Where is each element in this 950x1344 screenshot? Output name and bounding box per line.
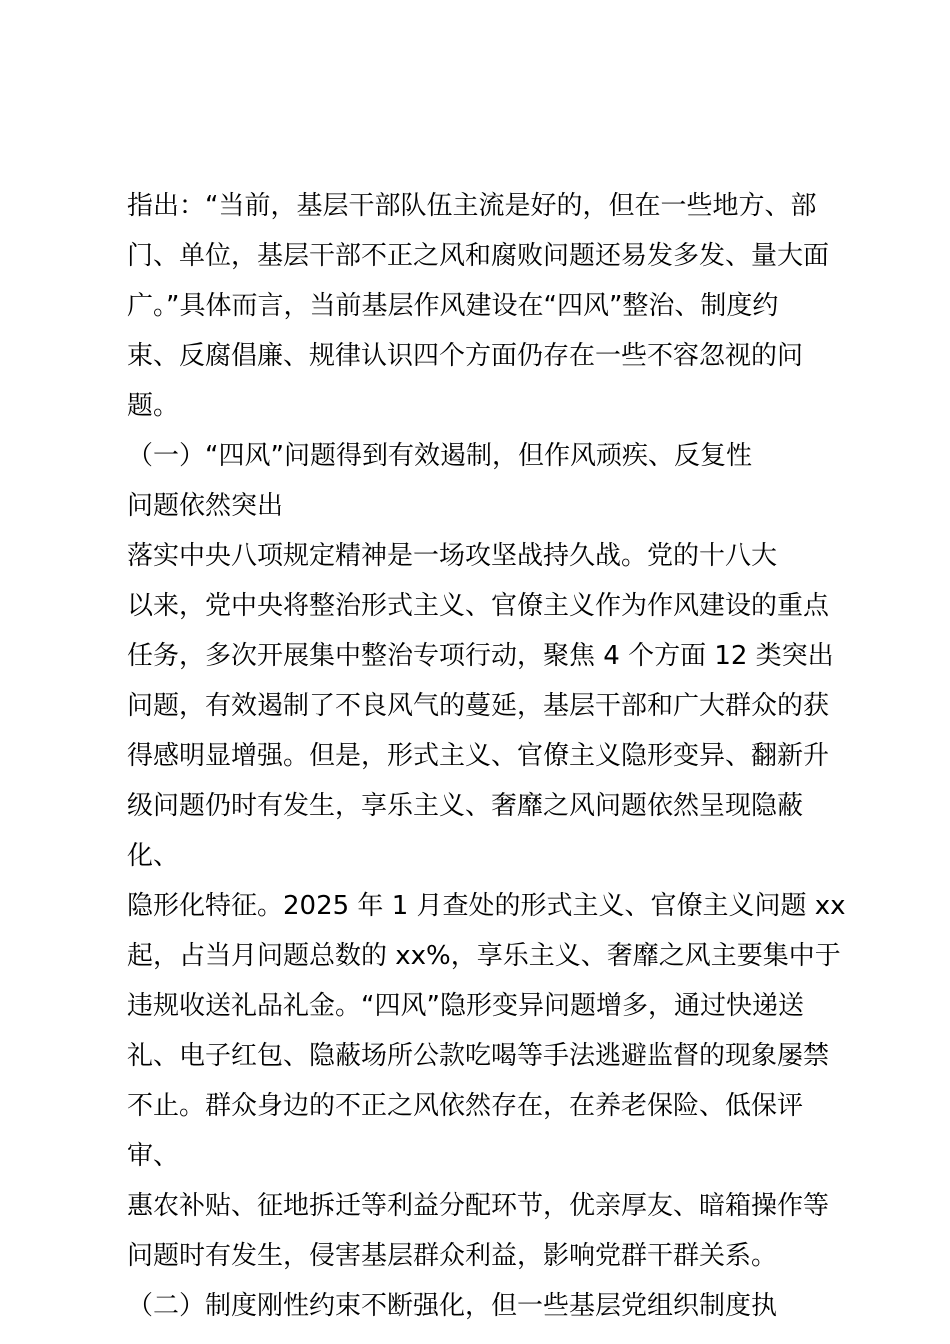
paragraph-section-1-body: 落实中央八项规定精神是一场攻坚战持久战。党的十八大 以来，党中央将整治形式主义、官僚主义作为作风建设的重点 任务，多次开展集中整治专项行动，聚焦 4 个方面 12 类突出 问题，有效遏制了不良风气的蔓延，基层干部和广大群众的获 得感明显增强。但是，形式主义、官僚主义隐形变异、翻新升 级问题仍时有发生，享乐主义、奢靡之风问题依然呈现隐蔽化、 隐形化特征。2025 年 1 月查处的形式主义、官僚主义问题 xx 起，占当月问题总数的 xx%，享乐主义、奢靡之风主要集中于 违规收送礼品礼金。“四风”隐形变异问题增多，通过快递送 礼、电子红包、隐蔽场所公款吃喝等手法逃避监督的现象屡禁 不止。群众身边的不正之风依然存在，在养老保险、低保评审、 惠农补贴、征地拆迁等利益分配环节，优亲厚友、暗箱操作等 问题时有发生，侵害基层群众利益，影响党群干群关系。 <box>127 541 846 1271</box>
heading-section-1: （一）“四风”问题得到有效遏制，但作风顽疾、反复性 问题依然突出 <box>127 441 752 521</box>
heading-section-2: （二）制度刚性约束不断强化，但一些基层党组织制度执 <box>127 1291 778 1321</box>
document-body <box>127 181 847 1331</box>
paragraph-quote: 指出：“当前，基层干部队伍主流是好的，但在一些地方、部 门、单位，基层干部不正之风和腐败问题还易发多发、量大面 广。”具体而言，当前基层作风建设在“四风”整治、制度约 束、反腐倡廉、规律认识四个方面仍存在一些不容忽视的问题。 <box>127 191 830 421</box>
